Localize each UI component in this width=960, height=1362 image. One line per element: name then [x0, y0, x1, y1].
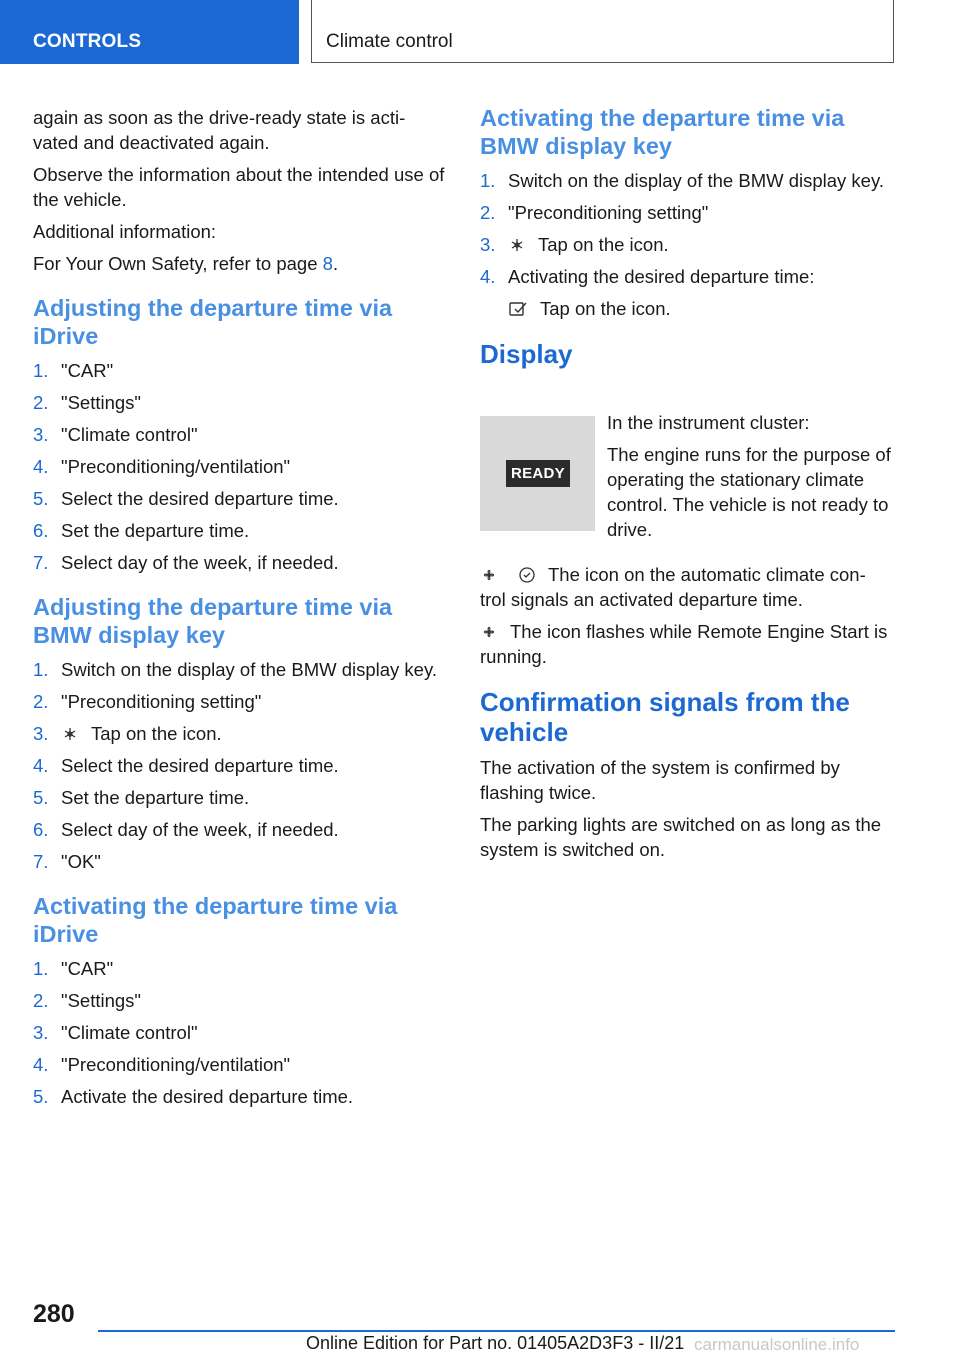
- display-text: [607, 410, 897, 549]
- list-item: 7. Select day of the week, if needed.: [33, 552, 339, 573]
- list-item: 2. "Preconditioning setting": [33, 691, 262, 712]
- confirm-paragraph-1: The activation of the system is confirmed by flashing twice.: [480, 757, 840, 803]
- list-item: 3. "Climate control": [33, 424, 198, 445]
- ready-indicator: READY: [506, 460, 570, 487]
- list-item: 4. "Preconditioning/ventilation": [33, 456, 291, 477]
- page-number: 280: [33, 1300, 75, 1328]
- cluster-text: The engine runs for the purpose of operating the stationary climate control. The vehicle is not ready to drive.: [607, 444, 891, 540]
- heading-display: Display: [480, 339, 573, 369]
- intro-paragraph-2: Observe the information about the intended use of the vehicle.: [33, 164, 445, 210]
- list-item: 2. "Settings": [33, 392, 141, 413]
- list-item-sub: Tap on the icon.: [480, 296, 895, 321]
- fan-icon: [480, 566, 498, 584]
- topic-tab: [311, 0, 894, 63]
- list-item: 4. Activating the desired departure time:: [480, 266, 815, 287]
- icon-text-2: The icon flashes while Remote Engine Start is running.: [480, 621, 888, 667]
- list-item: 5. Set the departure time.: [33, 787, 250, 808]
- ready-display-image: [480, 416, 595, 531]
- intro-paragraph-1: again as soon as the drive-ready state is acti‐ vated and deactivated again.: [33, 107, 406, 153]
- list-item: 3. Tap on the icon.: [480, 234, 669, 255]
- safety-reference: [33, 251, 445, 276]
- list-item: 5. Activate the desired departure time.: [33, 1086, 354, 1107]
- footer-rule: [98, 1330, 895, 1332]
- list-item: 1. "CAR": [33, 360, 114, 381]
- heading-activate-key: Activating the departure time via BMW display key: [480, 105, 845, 159]
- watermark: carmanualsonline.info: [694, 1335, 860, 1354]
- preconditioning-icon: [61, 725, 79, 743]
- cluster-label: In the instrument cluster:: [607, 412, 810, 433]
- list-item: 7. "OK": [33, 851, 101, 872]
- list-item: 4. Select the desired departure time.: [33, 755, 339, 776]
- preconditioning-icon: [508, 236, 526, 254]
- right-column-bottom: [480, 562, 895, 869]
- fan-icon: [480, 623, 498, 641]
- heading-adjust-key: Adjusting the departure time via BMW display key: [33, 594, 393, 648]
- steps-activate-key: [480, 168, 895, 321]
- right-column-top: [480, 86, 895, 377]
- page-link[interactable]: 8: [322, 253, 333, 274]
- list-item: 2. "Settings": [33, 990, 141, 1011]
- section-title: CONTROLS: [33, 31, 142, 52]
- safety-text: For Your Own Safety, refer to page: [33, 253, 323, 274]
- list-item: 6. Select day of the week, if needed.: [33, 819, 339, 840]
- steps-activate-idrive: [33, 956, 445, 1109]
- list-item: 4. "Preconditioning/ventilation": [33, 1054, 291, 1075]
- safety-suffix: .: [332, 253, 339, 274]
- icon-text-1: The icon on the automatic climate con‐ trol signals an activated departure time.: [480, 564, 866, 610]
- heading-adjust-idrive: Adjusting the departure time via iDrive: [33, 295, 393, 349]
- list-item: 6. Set the departure time.: [33, 520, 250, 541]
- section-tab: [0, 0, 299, 64]
- list-item: 1. Switch on the display of the BMW display key.: [480, 170, 884, 191]
- left-column: [33, 105, 445, 1116]
- list-item: 3. Tap on the icon.: [33, 723, 222, 744]
- list-item: 5. Select the desired departure time.: [33, 488, 339, 509]
- heading-confirmation: Confirmation signals from the vehicle: [480, 687, 850, 747]
- steps-adjust-key: [33, 657, 445, 874]
- topic-title: Climate control: [326, 31, 453, 52]
- intro-paragraph-3: Additional information:: [33, 221, 217, 242]
- edition-note: Online Edition for Part no. 01405A2D3F3 - II/21: [306, 1333, 685, 1353]
- heading-activate-idrive: Activating the departure time via iDrive: [33, 893, 398, 947]
- steps-adjust-idrive: [33, 358, 445, 575]
- list-item: 1. Switch on the display of the BMW display key.: [33, 659, 437, 680]
- list-item: 2. "Preconditioning setting": [480, 202, 709, 223]
- clock-icon: [518, 566, 536, 584]
- list-item: 1. "CAR": [33, 958, 114, 979]
- checkbox-tap-icon: [508, 300, 528, 318]
- list-item: 3. "Climate control": [33, 1022, 198, 1043]
- confirm-paragraph-2: The parking lights are switched on as long as the system is switched on.: [480, 814, 882, 860]
